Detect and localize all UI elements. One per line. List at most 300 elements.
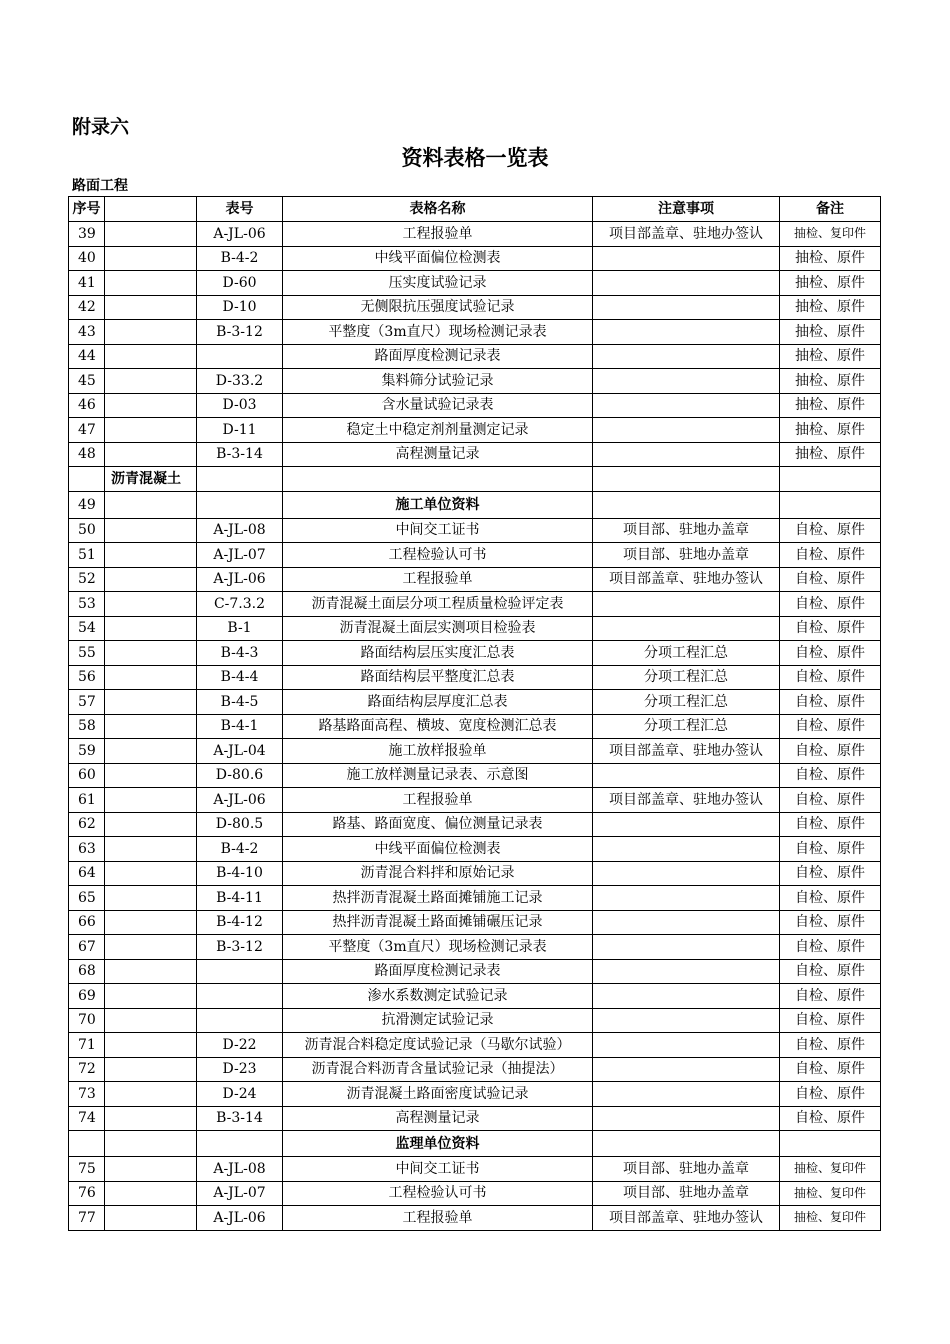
- subsection-row: [69, 467, 881, 492]
- row-name: 平整度（3m直尺）现场检测记录表: [283, 320, 593, 345]
- row-remark: 自检、原件: [780, 641, 881, 666]
- row-remark: 抽检、复印件: [780, 1206, 881, 1231]
- table-row: [69, 271, 881, 296]
- row-name: 中线平面偏位检测表: [283, 246, 593, 271]
- table-cell: [197, 467, 283, 492]
- row-code: [197, 1008, 283, 1033]
- row-code: D-03: [197, 393, 283, 418]
- section-label: 路面工程: [72, 178, 128, 194]
- row-note: 分项工程汇总: [593, 690, 780, 715]
- row-code: B-3-14: [197, 442, 283, 467]
- row-name: 工程报验单: [283, 567, 593, 592]
- table-row: [69, 714, 881, 739]
- row-blank: [105, 1057, 197, 1082]
- row-code: A-JL-07: [197, 543, 283, 568]
- row-note: 项目部、驻地办盖章: [593, 543, 780, 568]
- row-blank: [105, 567, 197, 592]
- row-code: C-7.3.2: [197, 592, 283, 617]
- row-note: [593, 616, 780, 641]
- row-code: B-3-14: [197, 1106, 283, 1131]
- row-blank: [105, 984, 197, 1009]
- table-row: [69, 1057, 881, 1082]
- header-note: 注意事项: [593, 197, 780, 222]
- subsection-rows: [69, 467, 881, 519]
- row-blank: [105, 886, 197, 911]
- row-note: 项目部盖章、驻地办签认: [593, 788, 780, 813]
- row-note: 项目部盖章、驻地办签认: [593, 567, 780, 592]
- row-blank: [105, 641, 197, 666]
- row-blank: [105, 690, 197, 715]
- row-remark: 自检、原件: [780, 788, 881, 813]
- row-no: 76: [69, 1181, 105, 1206]
- row-no: 58: [69, 714, 105, 739]
- row-note: [593, 320, 780, 345]
- header-no: 序号: [69, 197, 105, 222]
- table-row: [69, 641, 881, 666]
- table-row: [69, 344, 881, 369]
- row-no: 64: [69, 861, 105, 886]
- row-note: [593, 369, 780, 394]
- table-row: [69, 1206, 881, 1231]
- row-remark: 抽检、原件: [780, 369, 881, 394]
- appendix-label: 附录六: [72, 116, 130, 138]
- row-remark: 自检、原件: [780, 739, 881, 764]
- table-row: [69, 295, 881, 320]
- row-remark: 自检、原件: [780, 1008, 881, 1033]
- row-remark: 自检、原件: [780, 567, 881, 592]
- row-note: [593, 910, 780, 935]
- row-blank: [105, 344, 197, 369]
- row-remark: 自检、原件: [780, 886, 881, 911]
- row-name: 沥青混合料稳定度试验记录（马歇尔试验）: [283, 1033, 593, 1058]
- row-name: 无侧限抗压强度试验记录: [283, 295, 593, 320]
- table-cell: [197, 491, 283, 518]
- document-title: 资料表格一览表: [401, 146, 549, 170]
- table-row: [69, 442, 881, 467]
- row-code: D-23: [197, 1057, 283, 1082]
- supervision-group-rows: [69, 1131, 881, 1157]
- row-code: D-10: [197, 295, 283, 320]
- row-note: [593, 886, 780, 911]
- table-row: [69, 788, 881, 813]
- row-name: 高程测量记录: [283, 442, 593, 467]
- row-name: 中间交工证书: [283, 1157, 593, 1182]
- table-cell: [780, 467, 881, 492]
- row-no: 47: [69, 418, 105, 443]
- row-blank: [105, 788, 197, 813]
- row-blank: [105, 739, 197, 764]
- row-name: 沥青混凝土面层分项工程质量检验评定表: [283, 592, 593, 617]
- row-note: 项目部、驻地办盖章: [593, 1181, 780, 1206]
- row-no: 46: [69, 393, 105, 418]
- row-blank: [105, 837, 197, 862]
- row-no: 72: [69, 1057, 105, 1082]
- group-row: [69, 491, 881, 518]
- row-no: 68: [69, 959, 105, 984]
- row-code: B-3-12: [197, 320, 283, 345]
- row-name: 工程报验单: [283, 788, 593, 813]
- row-blank: [105, 592, 197, 617]
- row-code: D-80.5: [197, 812, 283, 837]
- row-no: 70: [69, 1008, 105, 1033]
- row-code: B-1: [197, 616, 283, 641]
- table-row: [69, 837, 881, 862]
- row-name: 路面结构层厚度汇总表: [283, 690, 593, 715]
- row-name: 工程报验单: [283, 222, 593, 247]
- row-no: 77: [69, 1206, 105, 1231]
- row-remark: 抽检、原件: [780, 271, 881, 296]
- table-row: [69, 616, 881, 641]
- table-row: [69, 246, 881, 271]
- row-no: 49: [69, 491, 105, 518]
- row-name: 沥青混凝土路面密度试验记录: [283, 1082, 593, 1107]
- row-name: 施工放样报验单: [283, 739, 593, 764]
- row-code: D-24: [197, 1082, 283, 1107]
- row-code: D-60: [197, 271, 283, 296]
- row-code: B-4-4: [197, 665, 283, 690]
- table-row: [69, 984, 881, 1009]
- row-code: B-4-5: [197, 690, 283, 715]
- row-note: [593, 418, 780, 443]
- row-name: 路面厚度检测记录表: [283, 344, 593, 369]
- table-row: [69, 763, 881, 788]
- row-note: 项目部、驻地办盖章: [593, 518, 780, 543]
- row-note: [593, 861, 780, 886]
- table-row: [69, 935, 881, 960]
- row-remark: 自检、原件: [780, 714, 881, 739]
- table-row: [69, 1082, 881, 1107]
- row-name: 高程测量记录: [283, 1106, 593, 1131]
- row-blank: [105, 1157, 197, 1182]
- row-code: [197, 344, 283, 369]
- row-blank: [105, 543, 197, 568]
- row-blank: [105, 1181, 197, 1206]
- row-name: 路基路面高程、横坡、宽度检测汇总表: [283, 714, 593, 739]
- row-note: [593, 763, 780, 788]
- row-blank: [105, 246, 197, 271]
- row-code: D-22: [197, 1033, 283, 1058]
- table-row: [69, 320, 881, 345]
- row-code: B-4-3: [197, 641, 283, 666]
- row-no: 44: [69, 344, 105, 369]
- row-remark: 自检、原件: [780, 1057, 881, 1082]
- row-name: 沥青混凝土面层实测项目检验表: [283, 616, 593, 641]
- row-no: 62: [69, 812, 105, 837]
- row-code: A-JL-07: [197, 1181, 283, 1206]
- row-blank: [105, 861, 197, 886]
- table-cell: [780, 491, 881, 518]
- row-remark: 抽检、原件: [780, 442, 881, 467]
- table-row: [69, 592, 881, 617]
- row-blank: [105, 1106, 197, 1131]
- row-note: 项目部、驻地办盖章: [593, 1157, 780, 1182]
- table-row: [69, 418, 881, 443]
- row-remark: 自检、原件: [780, 959, 881, 984]
- row-note: [593, 1057, 780, 1082]
- row-no: 74: [69, 1106, 105, 1131]
- row-blank: [105, 518, 197, 543]
- row-blank: [105, 959, 197, 984]
- table-cell: [69, 1131, 105, 1157]
- table-cell: [105, 491, 197, 518]
- table-row: [69, 369, 881, 394]
- row-note: [593, 812, 780, 837]
- row-name: 沥青混合料沥青含量试验记录（抽提法）: [283, 1057, 593, 1082]
- row-no: 73: [69, 1082, 105, 1107]
- table-row: [69, 812, 881, 837]
- row-name: 平整度（3m直尺）现场检测记录表: [283, 935, 593, 960]
- header-code: 表号: [197, 197, 283, 222]
- row-note: [593, 393, 780, 418]
- subsection-label: 沥青混凝土: [105, 467, 197, 492]
- row-blank: [105, 1082, 197, 1107]
- row-code: D-33.2: [197, 369, 283, 394]
- row-no: 69: [69, 984, 105, 1009]
- row-code: B-4-11: [197, 886, 283, 911]
- row-code: B-4-2: [197, 246, 283, 271]
- row-remark: 自检、原件: [780, 616, 881, 641]
- row-name: 工程报验单: [283, 1206, 593, 1231]
- row-note: [593, 959, 780, 984]
- row-note: [593, 984, 780, 1009]
- row-blank: [105, 271, 197, 296]
- row-note: [593, 935, 780, 960]
- table-row: [69, 861, 881, 886]
- row-no: 59: [69, 739, 105, 764]
- header-blank: [105, 197, 197, 222]
- row-name: 工程检验认可书: [283, 1181, 593, 1206]
- table-row: [69, 690, 881, 715]
- row-code: A-JL-08: [197, 518, 283, 543]
- table-row: [69, 886, 881, 911]
- row-note: [593, 1033, 780, 1058]
- row-remark: 自检、原件: [780, 763, 881, 788]
- row-note: 项目部盖章、驻地办签认: [593, 222, 780, 247]
- row-blank: [105, 320, 197, 345]
- row-code: A-JL-04: [197, 739, 283, 764]
- row-blank: [105, 910, 197, 935]
- row-note: [593, 295, 780, 320]
- row-note: [593, 592, 780, 617]
- group-construction-label: 施工单位资料: [283, 491, 593, 518]
- row-name: 沥青混合料拌和原始记录: [283, 861, 593, 886]
- row-note: 项目部盖章、驻地办签认: [593, 1206, 780, 1231]
- row-no: 54: [69, 616, 105, 641]
- row-no: 51: [69, 543, 105, 568]
- table-row: [69, 665, 881, 690]
- row-remark: 抽检、复印件: [780, 1181, 881, 1206]
- group-row: [69, 1131, 881, 1157]
- table-row: [69, 222, 881, 247]
- row-blank: [105, 616, 197, 641]
- row-name: 中线平面偏位检测表: [283, 837, 593, 862]
- row-name: 渗水系数测定试验记录: [283, 984, 593, 1009]
- row-name: 集料筛分试验记录: [283, 369, 593, 394]
- table-header-row: [69, 197, 881, 222]
- row-no: 56: [69, 665, 105, 690]
- row-note: [593, 1008, 780, 1033]
- row-no: 45: [69, 369, 105, 394]
- row-blank: [105, 295, 197, 320]
- row-no: 65: [69, 886, 105, 911]
- row-blank: [105, 393, 197, 418]
- row-remark: 抽检、复印件: [780, 222, 881, 247]
- row-blank: [105, 763, 197, 788]
- row-blank: [105, 418, 197, 443]
- row-blank: [105, 665, 197, 690]
- group-supervision-label: 监理单位资料: [283, 1131, 593, 1157]
- row-remark: 自检、原件: [780, 1106, 881, 1131]
- row-no: 53: [69, 592, 105, 617]
- table-row: [69, 1033, 881, 1058]
- table-row: [69, 567, 881, 592]
- row-name: 路面结构层平整度汇总表: [283, 665, 593, 690]
- row-note: [593, 837, 780, 862]
- row-no: 43: [69, 320, 105, 345]
- row-name: 含水量试验记录表: [283, 393, 593, 418]
- row-no: 39: [69, 222, 105, 247]
- row-code: D-80.6: [197, 763, 283, 788]
- row-no: 42: [69, 295, 105, 320]
- row-name: 压实度试验记录: [283, 271, 593, 296]
- table-row: [69, 1008, 881, 1033]
- rows-c: [69, 1157, 881, 1231]
- row-code: B-4-12: [197, 910, 283, 935]
- row-code: B-3-12: [197, 935, 283, 960]
- row-note: 项目部盖章、驻地办签认: [593, 739, 780, 764]
- row-blank: [105, 442, 197, 467]
- table-cell: [780, 1131, 881, 1157]
- row-name: 路面厚度检测记录表: [283, 959, 593, 984]
- row-no: 66: [69, 910, 105, 935]
- table-cell: [283, 467, 593, 492]
- table-row: [69, 910, 881, 935]
- row-name: 工程检验认可书: [283, 543, 593, 568]
- header-name: 表格名称: [283, 197, 593, 222]
- row-note: [593, 344, 780, 369]
- table-row: [69, 1106, 881, 1131]
- row-note: [593, 442, 780, 467]
- row-code: B-4-10: [197, 861, 283, 886]
- row-code: B-4-2: [197, 837, 283, 862]
- row-code: B-4-1: [197, 714, 283, 739]
- row-code: [197, 984, 283, 1009]
- table-row: [69, 1181, 881, 1206]
- row-no: 57: [69, 690, 105, 715]
- row-name: 施工放样测量记录表、示意图: [283, 763, 593, 788]
- row-remark: 自检、原件: [780, 1033, 881, 1058]
- row-no: 71: [69, 1033, 105, 1058]
- row-note: 分项工程汇总: [593, 665, 780, 690]
- rows-a: [69, 222, 881, 467]
- row-blank: [105, 812, 197, 837]
- table-row: [69, 518, 881, 543]
- table-row: [69, 543, 881, 568]
- row-name: 路基、路面宽度、偏位测量记录表: [283, 812, 593, 837]
- row-blank: [105, 935, 197, 960]
- table-cell: [105, 1131, 197, 1157]
- row-blank: [105, 1008, 197, 1033]
- row-blank: [105, 369, 197, 394]
- forms-table: [68, 196, 881, 1231]
- row-note: [593, 271, 780, 296]
- row-no: 63: [69, 837, 105, 862]
- row-code: D-11: [197, 418, 283, 443]
- row-remark: 抽检、原件: [780, 344, 881, 369]
- row-code: [197, 959, 283, 984]
- row-note: [593, 1106, 780, 1131]
- row-note: [593, 246, 780, 271]
- row-remark: 自检、原件: [780, 665, 881, 690]
- row-code: A-JL-06: [197, 1206, 283, 1231]
- row-no: 40: [69, 246, 105, 271]
- table-cell: [69, 467, 105, 492]
- row-name: 路面结构层压实度汇总表: [283, 641, 593, 666]
- row-note: 分项工程汇总: [593, 641, 780, 666]
- row-remark: 抽检、复印件: [780, 1157, 881, 1182]
- row-no: 55: [69, 641, 105, 666]
- row-no: 61: [69, 788, 105, 813]
- row-remark: 抽检、原件: [780, 418, 881, 443]
- row-blank: [105, 714, 197, 739]
- row-code: A-JL-06: [197, 567, 283, 592]
- table-row: [69, 739, 881, 764]
- row-remark: 自检、原件: [780, 690, 881, 715]
- row-name: 抗滑测定试验记录: [283, 1008, 593, 1033]
- table-row: [69, 393, 881, 418]
- row-no: 48: [69, 442, 105, 467]
- row-no: 41: [69, 271, 105, 296]
- row-remark: 自检、原件: [780, 1082, 881, 1107]
- row-blank: [105, 1206, 197, 1231]
- table-cell: [593, 491, 780, 518]
- row-remark: 自检、原件: [780, 543, 881, 568]
- row-blank: [105, 1033, 197, 1058]
- row-name: 中间交工证书: [283, 518, 593, 543]
- row-remark: 抽检、原件: [780, 320, 881, 345]
- row-remark: 自检、原件: [780, 812, 881, 837]
- row-code: A-JL-08: [197, 1157, 283, 1182]
- row-remark: 自检、原件: [780, 592, 881, 617]
- row-remark: 自检、原件: [780, 861, 881, 886]
- row-remark: 抽检、原件: [780, 393, 881, 418]
- row-remark: 抽检、原件: [780, 246, 881, 271]
- row-no: 60: [69, 763, 105, 788]
- table-row: [69, 959, 881, 984]
- row-remark: 自检、原件: [780, 984, 881, 1009]
- row-code: A-JL-06: [197, 222, 283, 247]
- table-row: [69, 1157, 881, 1182]
- row-remark: 抽检、原件: [780, 295, 881, 320]
- row-name: 稳定土中稳定剂剂量测定记录: [283, 418, 593, 443]
- row-note: 分项工程汇总: [593, 714, 780, 739]
- row-no: 67: [69, 935, 105, 960]
- row-name: 热拌沥青混凝土路面摊铺碾压记录: [283, 910, 593, 935]
- rows-b: [69, 518, 881, 1131]
- row-no: 50: [69, 518, 105, 543]
- row-remark: 自检、原件: [780, 518, 881, 543]
- row-no: 52: [69, 567, 105, 592]
- header-remark: 备注: [780, 197, 881, 222]
- row-blank: [105, 222, 197, 247]
- row-remark: 自检、原件: [780, 837, 881, 862]
- row-remark: 自检、原件: [780, 935, 881, 960]
- table-cell: [593, 1131, 780, 1157]
- row-no: 75: [69, 1157, 105, 1182]
- row-remark: 自检、原件: [780, 910, 881, 935]
- table-cell: [197, 1131, 283, 1157]
- row-note: [593, 1082, 780, 1107]
